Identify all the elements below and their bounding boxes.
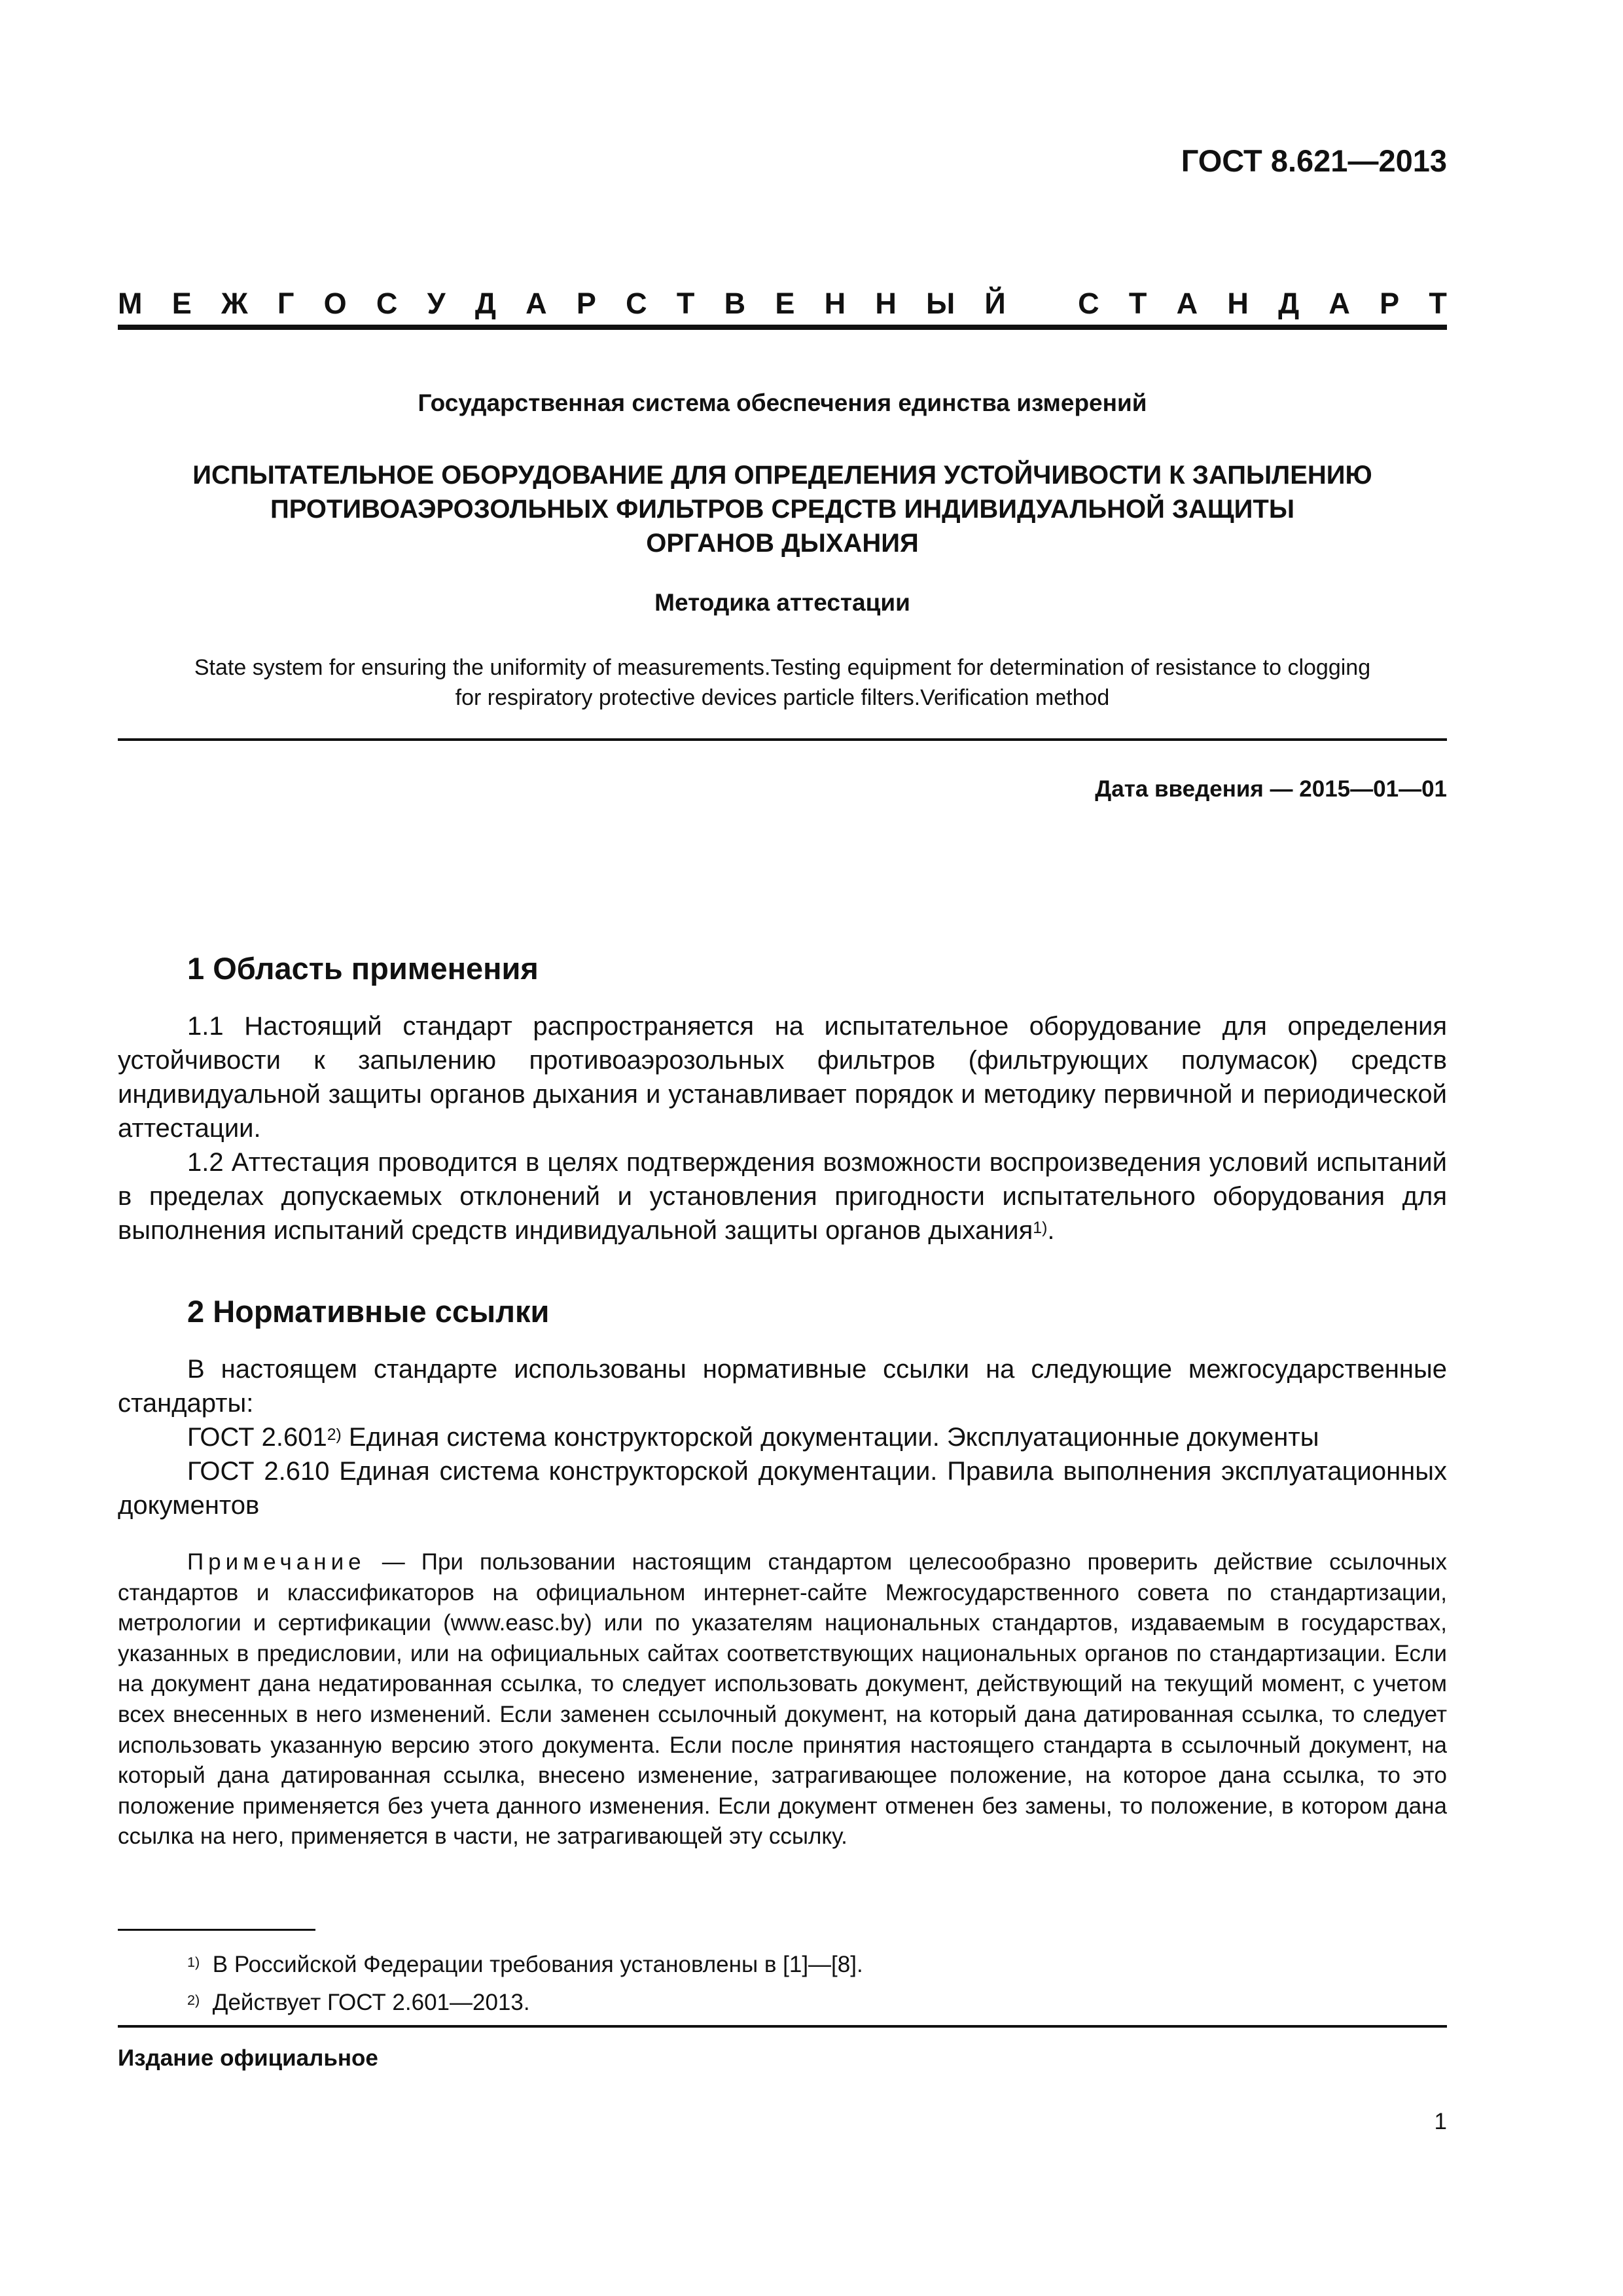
title-line: ИСПЫТАТЕЛЬНОЕ ОБОРУДОВАНИЕ ДЛЯ ОПРЕДЕЛЕНИЯ УСТОЙЧИВОСТИ К ЗАПЫЛЕНИЮ: [192, 461, 1372, 490]
interstate-standard-banner: [118, 287, 1447, 321]
note-text: — При пользовании настоящим стандартом целесообразно проверить действие ссылочных стандартов и классификаторов на официальном интернет-сайте Межгосударственного совета по стандартизации, метрологии и сертификации (www.easc.by) или по указателям национальных стандартов, издаваемым в государствах, указанных в предисловии, или на официальных сайтах соответствующих национальных органов по стандартизации. Если на документ дана недатированная ссылка, то следует использовать документ, действующий на текущий момент, с учетом всех внесенных в него изменений. Если заменен ссылочный документ, на который дана датированная ссылка, то следует использовать указанную версию этого документа. Если после принятия настоящего стандарта в ссылочный документ, на который дана датированная ссылка, внесено изменение, затрагивающее положение, на которое дана ссылка, то это положение применяется без учета данного изменения. Если документ отменен без замены, то положение, в котором дана ссылка на него, применяется в части, не затрагивающей эту ссылку.: [118, 1549, 1447, 1850]
title-rule: [118, 738, 1447, 741]
footnote-2: [187, 1990, 530, 2016]
banner-letter: О: [323, 287, 347, 320]
title-line: ОРГАНОВ ДЫХАНИЯ: [646, 529, 919, 558]
banner-letter: Д: [1278, 287, 1300, 320]
banner-letter: Т: [1429, 287, 1447, 320]
banner-letter: Р: [1380, 287, 1400, 320]
banner-letter: У: [427, 287, 446, 320]
footer-rule: [118, 2025, 1447, 2028]
introduction-date: Дата введения — 2015—01—01: [1095, 776, 1447, 802]
banner-letter: Д: [474, 287, 496, 320]
note-label: Примечание: [187, 1549, 366, 1575]
paragraph-1-2: 1.2 Аттестация проводится в целях подтверждения возможности воспроизведения условий испытаний в пределах допускаемых отклонений и установления пригодности испытательного оборудования для выполнения испытаний средств индивидуальной защиты органов дыхания$^{1)}$.: [118, 1148, 1447, 1245]
banner-letter: Ж: [221, 287, 248, 320]
banner-letter: [1035, 287, 1048, 321]
english-title: [118, 653, 1447, 713]
banner-letter: Т: [1128, 287, 1147, 320]
method-title: Методика аттестации: [654, 589, 910, 616]
system-subtitle: Государственная система обеспечения единства измерений: [418, 389, 1147, 416]
banner-letter: Р: [576, 287, 596, 320]
section-2-heading: 2 Нормативные ссылки: [187, 1294, 550, 1329]
banner-letter: Н: [824, 287, 846, 320]
banner-letter: А: [526, 287, 547, 320]
footnote-1: [187, 1952, 863, 1978]
banner-letter: С: [626, 287, 647, 320]
section-1-body: [118, 1009, 1447, 1247]
page-number: 1: [1434, 2109, 1447, 2134]
footnote-ref-2: 2): [327, 1426, 342, 1444]
footnote-ref-1: 1): [1033, 1219, 1048, 1238]
reference-gost-2-610: ГОСТ 2.610 Единая система конструкторской документации. Правила выполнения эксплуатационных документов: [118, 1457, 1447, 1520]
banner-letter: С: [1078, 287, 1099, 320]
banner-letter: Й: [984, 287, 1006, 320]
footnote-text: Действует ГОСТ 2.601—2013.: [212, 1990, 530, 2015]
banner-letter: Е: [775, 287, 795, 320]
section-2-intro: В настоящем стандарте использованы нормативные ссылки на следующие межгосударственные стандарты:: [118, 1355, 1447, 1418]
header-rule: [118, 325, 1447, 330]
banner-letter: Н: [1227, 287, 1249, 320]
banner-letter: Т: [676, 287, 695, 320]
english-title-line: for respiratory protective devices particle filters.Verification method: [455, 685, 1110, 710]
banner-letter: В: [724, 287, 746, 320]
document-title: [118, 458, 1447, 560]
english-title-line: State system for ensuring the uniformity of measurements.Testing equipment for determination of resistance to clogging: [194, 655, 1371, 680]
banner-letter: С: [376, 287, 398, 320]
reference-gost-2-601: ГОСТ 2.601$^{2)}$ Единая система конструкторской документации. Эксплуатационные документы: [187, 1423, 1319, 1452]
banner-letter: М: [118, 287, 143, 320]
banner-letter: Г: [277, 287, 294, 320]
document-number: ГОСТ 8.621—2013: [1181, 143, 1447, 178]
footnote-separator: [118, 1929, 315, 1931]
note-block: [118, 1547, 1447, 1852]
footnote-text: В Российской Федерации требования установлены в [1]—[8].: [212, 1952, 863, 1977]
official-edition-label: Издание официальное: [118, 2045, 378, 2071]
footnote-mark: 2): [187, 1992, 200, 2009]
banner-letter: Ы: [926, 287, 955, 320]
footnote-mark: 1): [187, 1954, 200, 1971]
section-2-body: [118, 1352, 1447, 1522]
banner-letter: А: [1176, 287, 1198, 320]
banner-letter: Н: [875, 287, 897, 320]
section-1-heading: 1 Область применения: [187, 951, 539, 986]
banner-letter: Е: [171, 287, 192, 320]
title-line: ПРОТИВОАЭРОЗОЛЬНЫХ ФИЛЬТРОВ СРЕДСТВ ИНДИВИДУАЛЬНОЙ ЗАЩИТЫ: [270, 495, 1295, 524]
banner-letter: А: [1329, 287, 1350, 320]
paragraph-1-1: 1.1 Настоящий стандарт распространяется на испытательное оборудование для определения устойчивости к запылению противоаэрозольных фильтров (фильтрующих полумасок) средств индивидуальной защиты органов дыхания и устанавливает порядок и методику первичной и периодической аттестации.: [118, 1012, 1447, 1143]
